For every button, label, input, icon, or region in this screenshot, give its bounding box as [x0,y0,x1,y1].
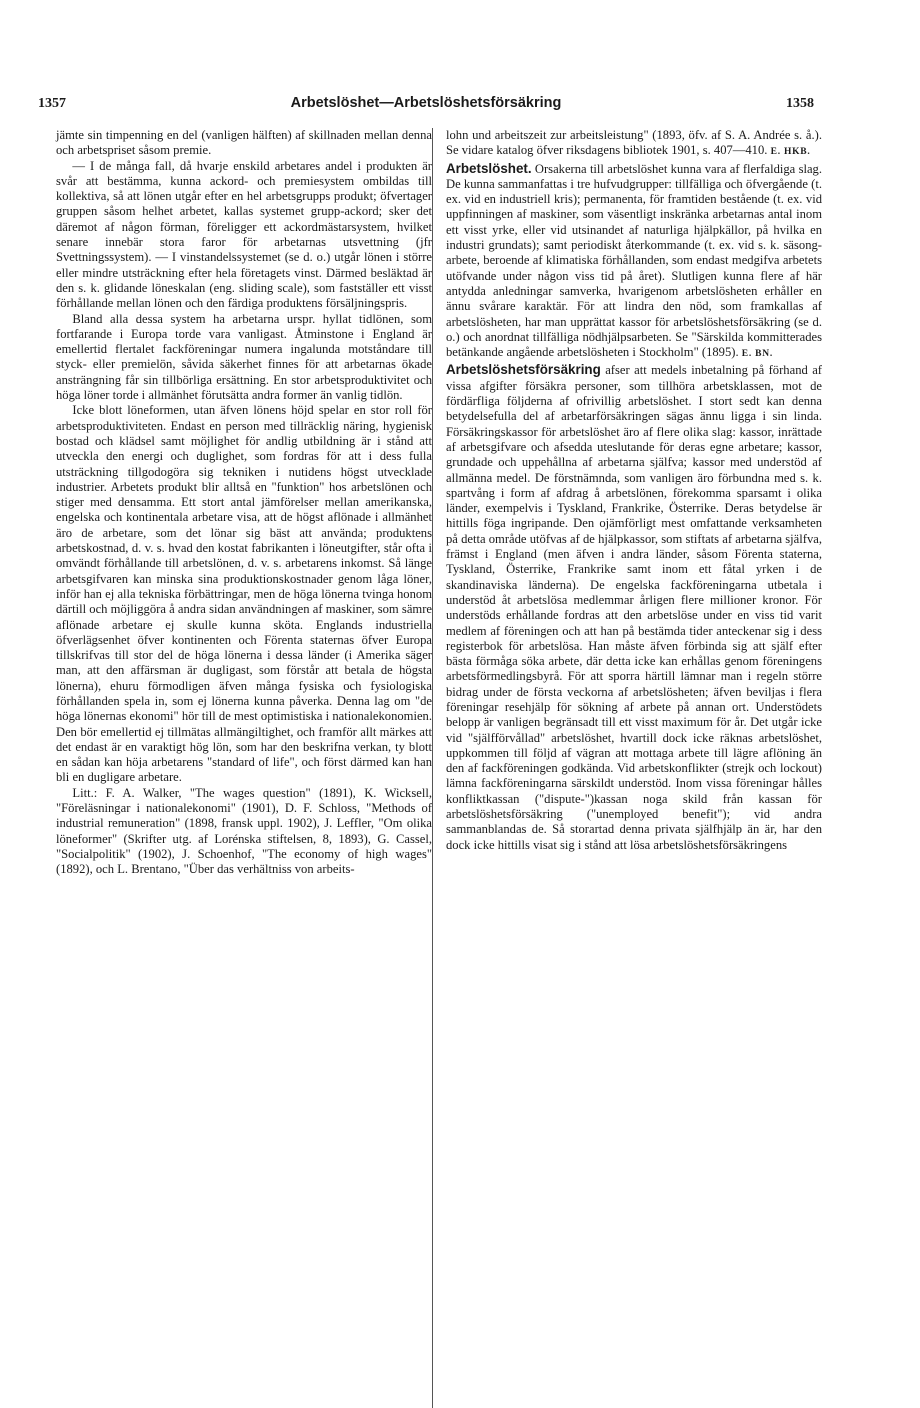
entry-text: afser att medels inbetalning på förhand af vissa afgifter försäkra personer, som tillhöra arbetsklassen, mot de fördärfliga följderna af ofrivillig arbetslöshet. I stort sedt kan denna betydelsefulla del af arbetarförsäkringen sägas ännu ligga i sin linda. Försäkringskassor för arbetslöshet äro af flere olika slag: kassor, inrättade af arbetsgifvare och afsedda uteslutande för deras egne arbetare; kassor, grundade och uppehållna af arbetarna själfva; kassor med understöd af allmänna medel. De förstnämnda, som vanligen äro förbundna med s. k. spartvång i form af afdrag å arbetslönen, förekomma sparsamt i olika länder, exempelvis i Tyskland, Frankrike, Österrike. Deras betydelse är hittills föga ingripande. Den ojämförligt mest omfattande verksamheten på detta område utöfvas af de hjälpkassor, som stiftats af arbetarna själfva, främst i England (men äfven i andra länder, såsom Förenta staterna, Tyskland, Österrike, Frankrike samt inom ett fåtal yrken i de skandinaviska länderna). De engelska fackföreningarna utbetala i understöd åt arbetslösa medlemmar årligen flere millioner kronor. För understöds erhållande fordras att den arbetslöse under en viss tid varit medlem af föreningen och att han på bestämda tider anteckenar sig i dess registerbok för arbetslösa. Han måste äfven förbinda sig att själf efter bästa förmåga söka arbete, där detta icke kan erhållas genom föreningens arbetsförmedlingsbyrå. För att sporra härtill lämnar man i regeln större bidrag under de första veckorna af arbetslösheten; äfven beviljas i flera föreningar resehjälp för sökning af arbete på annan ort. Understödets belopp är vanligen begränsadt till ett visst maximum för år. Det utgår icke vid "själfförvållad" arbetslöshet, hvartill dock icke räknas arbetslöshet, uppkommen till följd af vägran att mottaga arbete till lägre aflöning än den af fackföreningen godkända. Vid arbetskonflikter (strejk och lockout) lämna fackföreningarna särskildt understöd. Inom vissa föreningar hålles konfliktkassan ("dispute-")kassan noga skild från kassan för arbetslöshetsförsäkring ("unemployed benefit"); vid andra sammanblandas de. Så storartad denna privata själfhjälp än är, har den dock icke hittills visat sig i stånd att lösa arbetslöshetsförsäkringens [446,363,822,852]
running-header [38,92,814,114]
paragraph: jämte sin timpenning en del (vanligen hälften) af skillnaden mellan denna och arbetspriset såsom premie. [56,128,432,158]
paragraph: — I de många fall, då hvarje enskild arbetares andel i produkten är svår att bestämma, kunna ackord- och premiesystem ombildas till kollektiva, så att lönen utgår efter en hel arbetsgrupps produkt; öfvertager gruppen såsom helhet arbetet, kallas systemet grupp-ackord; sker det däremot af någon förman, föreligger ett ackordmästarsystem, hvilket senare innebär stora faror för arbetarnas utsvettning (jfr Svettningssystem). — I vinstandelssystemet (se d. o.) utgår lönen i större eller mindre utsträckning efter hela företagets vinst. Därmed besläktad är den s. k. glidande löneskalan (eng. sliding scale), som fastställer ett visst förhållande mellan lönen och den färdiga produktens försäljningspris. [56,158,432,311]
author-signature: E. BN. [741,349,773,360]
page-number-left: 1357 [38,96,66,111]
paragraph: Bland alla dessa system ha arbetarna urspr. hyllat tidlönen, som fortfarande i Europa torde vara vanligast. Åtminstone i England är emellertid flertalet fackföreningar numera ingalunda motståndare till styck- eller premielön, såvida säkerhet finnes för att arbetarnas ökade ansträngning får sin tillbörliga ersättning. En stor arbetsproduktivitet och höga löner torde i allmänhet förutsätta andra former än vanlig tidlön. [56,311,432,403]
paragraph [446,128,822,161]
entry-text: Orsakerna till arbetslöshet kunna vara af flerfaldiga slag. De kunna sammanfattas i tre hufvudgrupper: tillfälliga och öfvergående (t. ex. vid en industriell kris); permanenta, för framtiden bestående (t. ex. vid uppfinningen af maskiner, som väsentligt inskränka arbetarnas antal inom ett visst yrke, eller vid utsinandet af naturliga hjälpkällor, på hvilka en industri grundats); samt periodiskt återkommande (t. ex. vid s. k. säsong-arbete, beroende af klimatiska förhållanden, som endast medgifva arbetets utöfvande under någon viss tid på året). Slutligen kunna flere af här antydda anledningar samverka, hvarigenom arbetslösheten erhåller en ännu svårare karaktär. För att lindra den nöd, som framkallas af arbetslösheten, har man upprättat kassor för arbetslöshetsförsäkring (se d. o.) och anordnat tillfälliga nödhjälpsarbeten. Se "Särskilda kommitterades betänkande angående arbetslösheten i Stockholm" (1895). [446,161,822,360]
continued-text: lohn und arbeitszeit zur arbeitsleistung" (1893, öfv. af S. A. Andrée s. å.). Se vidare katalog öfver riksdagens bibliotek 1901, s. 407—410. [446,128,822,158]
column-divider [432,128,433,1408]
right-column [446,128,822,853]
entry-arbetsloshet [446,161,822,363]
author-signature: E. HKB. [770,147,811,158]
entry-arbetsloshetsforsakring [446,362,822,853]
literature-paragraph: Litt.: F. A. Walker, "The wages question" (1891), K. Wicksell, "Föreläsningar i nationalekonomi" (1901), D. F. Schloss, "Methods of industrial remuneration" (1898, fransk uppl. 1902), J. Leffler, "Om olika löneformer" (Skrifter utg. af Lorénska stiftelsen, 8, 1893), G. Cassel, "Socialpolitik" (1902), J. Schoenhof, "The economy of high wages" (1892), och L. Brentano, "Über das verhältniss von arbeits- [56,785,432,877]
entry-headword: Arbetslöshetsförsäkring [446,362,601,378]
left-column [56,128,432,878]
page-number-right: 1358 [786,96,814,111]
page-title: Arbetslöshet—Arbetslöshetsförsäkring [290,95,562,111]
paragraph: Icke blott löneformen, utan äfven lönens höjd spelar en stor roll för arbetsproduktiviteten. Endast en person med tillräcklig näring, hygienisk bostad och klädsel samt möjlighet för andlig utbildning är i stånd att utveckla den energi och duglighet, som fordras för att i dess fulla utsträckning tillgodogöra sig tekniken i nutidens högst utvecklade industrier. Arbetets produkt blir alltså en "funktion" hos arbetslönen och stiger med densamma. Ett stort antal jämförelser mellan amerikanska, engelska och kontinentala arbetare visa, att de högst aflönade i allmänhet äro de arbetare, som det lönar sig bäst att använda; produktens arbetskostnad, d. v. s. hvad den kostat fabrikanten i löneutgifter, står ofta i omvändt förhållande till arbetslönen, d. v. s. arbetarens inkomst. Så länge arbetsgifvaren kan minska sina produktionskostnader genom låga löner, inför han ej alla tekniska förbättringar, men de höga lönerna tvinga honom därtill och möjliggöra å andra sidan användningen af maskiner, som sämre aflönade arbetare ej skulle kunna sköta. Englands industriella öfverlägsenhet öfver kontinenten och Förenta staternas öfver Europa tillskrifvas till stor del de höga lönerna i dessa länder (i Amerika säger man, att den affärsman är dugligast, som förstår att betala de högsta lönerna), ehuru förmodligen äfven många fysiska och fysiologiska förhållanden spela in, som ej lönerna kunna påverka. Denna lag om "de höga lönernas ekonomi" hör till de mest optimistiska i nationalekonomien. Den bör emellertid ej tillmätas allmängiltighet, och framför allt märkes att det endast är en varaktigt hög lön, som har den beskrifna verkan, ty blott en sådan kan höja arbetarens "standard of life", och först därmed kan han bli en dugligare arbetare. [56,403,432,785]
entry-headword: Arbetslöshet. [446,160,532,176]
